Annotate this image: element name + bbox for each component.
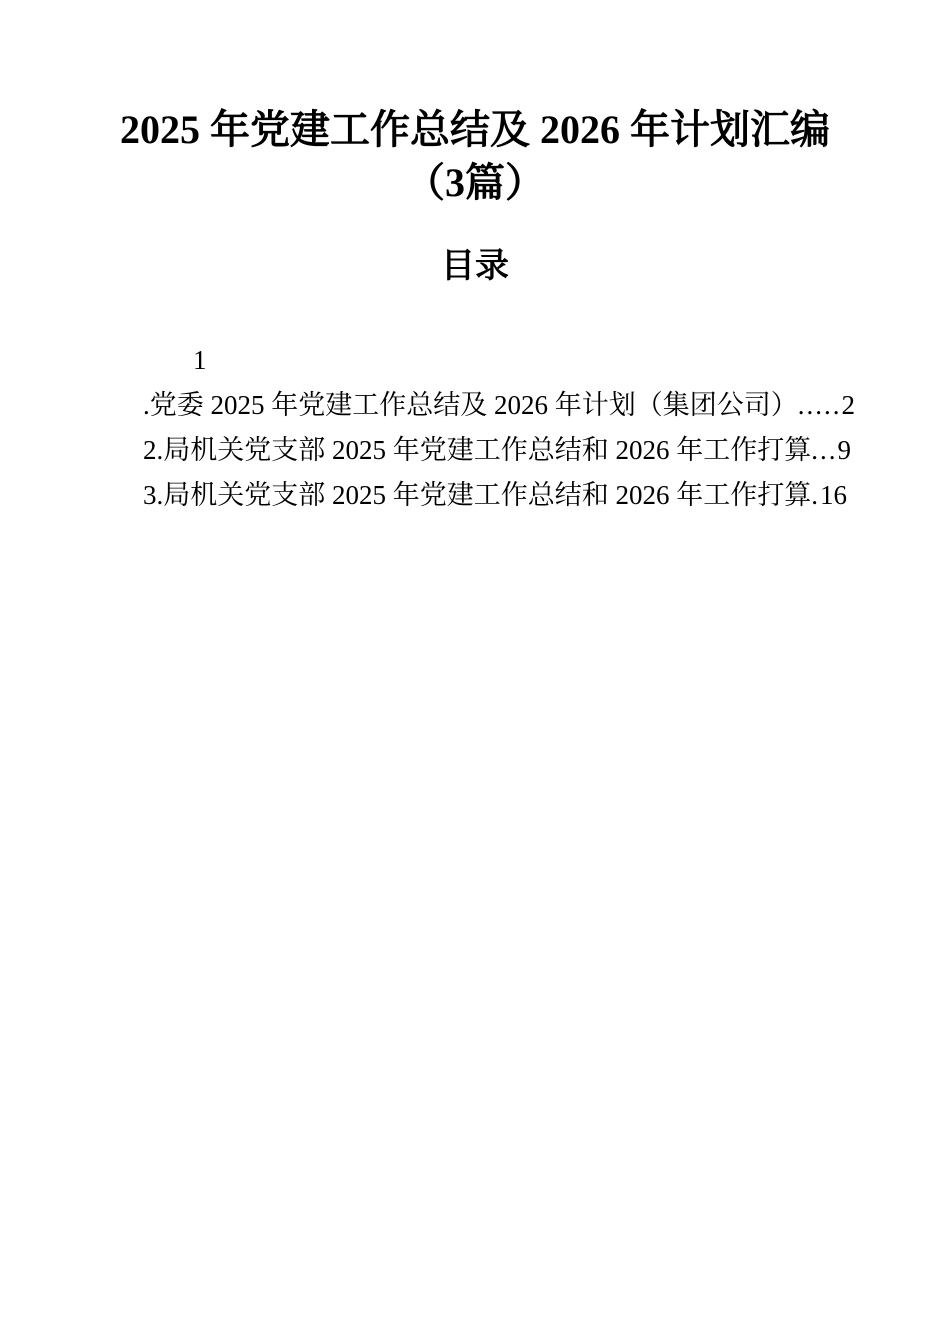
toc-entry-2-page-number: 9 xyxy=(837,435,851,465)
toc-orphan-number: 1 xyxy=(193,345,207,375)
toc-heading: 目录 xyxy=(441,248,509,285)
toc-entry-1[interactable] xyxy=(143,383,855,428)
document-title-line2: （3篇） xyxy=(405,160,545,205)
toc-entry-3[interactable] xyxy=(143,473,847,518)
toc-list xyxy=(143,338,855,518)
toc-entry-1-text: .党委 2025 年党建工作总结及 2026 年计划（集团公司） xyxy=(143,390,798,420)
document-title-line1: 2025 年党建工作总结及 2026 年计划汇编 xyxy=(120,107,830,152)
toc-entry-3-leader-dots: . xyxy=(811,480,820,510)
toc-entry-3-text: 3.局机关党支部 2025 年党建工作总结和 2026 年工作打算 xyxy=(143,480,812,510)
document-title xyxy=(0,103,950,209)
toc-entry-2-text: 2.局机关党支部 2025 年党建工作总结和 2026 年工作打算 xyxy=(143,435,812,465)
toc-entry-2[interactable] xyxy=(143,428,851,473)
toc-entry-3-page-number: 16 xyxy=(820,480,847,510)
toc-entry-1-leader-dots: ..... xyxy=(797,390,842,420)
toc-entry-1-page-number: 2 xyxy=(841,390,855,420)
toc-entry-2-leader-dots: ... xyxy=(811,435,838,465)
